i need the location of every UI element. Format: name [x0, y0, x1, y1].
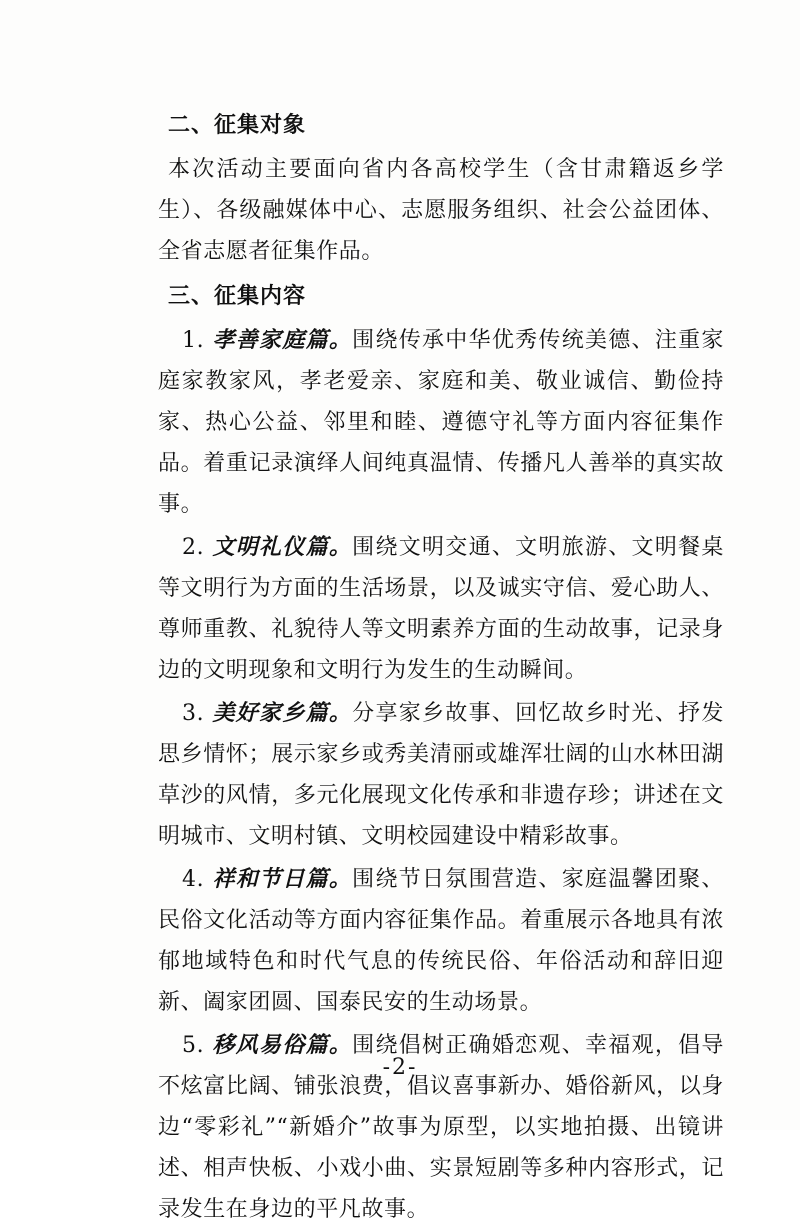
- page-number: -2-: [382, 1055, 418, 1080]
- item-number: 3.: [182, 701, 205, 726]
- section-3-heading: 三、征集内容: [168, 284, 307, 309]
- item-text: 围绕文明交通、文明旅游、文明餐桌等文明行为方面的生活场景，以及诚实守信、爱心助人、尊师重教、礼貌待人等文明素养方面的生动故事，记录身边的文明现象和文明行为发生的生动瞬间。: [158, 535, 724, 683]
- section-2-text: 本次活动主要面向省内各高校学生（含甘肃籍返乡学生）、各级融媒体中心、志愿服务组织、社会公益团体、全省志愿者征集作品。: [158, 157, 724, 264]
- item-text: 分享家乡故事、回忆故乡时光、抒发思乡情怀；展示家乡或秀美清丽或雄浑壮阔的山水林田湖草沙的风情，多元化展现文化传承和非遗存珍；讲述在文明城市、文明村镇、文明校园建设中精彩故事。: [158, 701, 724, 849]
- item-title: 美好家乡篇。: [212, 700, 353, 726]
- item-text: 围绕节日氛围营造、家庭温馨团聚、民俗文化活动等方面内容征集作品。着重展示各地具有浓郁地域特色和时代气息的传统民俗、年俗活动和辞旧迎新、阖家团圆、国泰民安的生动场景。: [158, 867, 724, 1015]
- content-item-3: [158, 693, 724, 857]
- item-number: 5.: [182, 1033, 205, 1058]
- item-title: 祥和节日篇。: [212, 866, 353, 892]
- item-text: 围绕传承中华优秀传统美德、注重家庭家教家风，孝老爱亲、家庭和美、敬业诚信、勤俭持家、热心公益、邻里和睦、遵德守礼等方面内容征集作品。着重记录演绎人间纯真温情、传播凡人善举的真实故事。: [158, 328, 724, 517]
- item-title: 文明礼仪篇。: [212, 534, 353, 560]
- item-number: 1.: [182, 328, 205, 353]
- item-title: 孝善家庭篇。: [212, 327, 353, 353]
- content-item-2: [158, 527, 724, 691]
- item-text: 围绕倡树正确婚恋观、幸福观，倡导不炫富比阔、铺张浪费，倡议喜事新办、婚俗新风，以身边“零彩礼”“新婚介”故事为原型，以实地拍摄、出镜讲述、相声快板、小戏小曲、实景短剧等多种内容形式，记录发生在身边的平凡故事。: [158, 1033, 724, 1222]
- section-2-heading: 二、征集对象: [168, 113, 307, 138]
- item-number: 4.: [182, 867, 205, 892]
- content-item-4: [158, 859, 724, 1023]
- item-title: 移风易俗篇。: [212, 1032, 353, 1058]
- content-item-1: [158, 320, 724, 525]
- item-number: 2.: [182, 535, 205, 560]
